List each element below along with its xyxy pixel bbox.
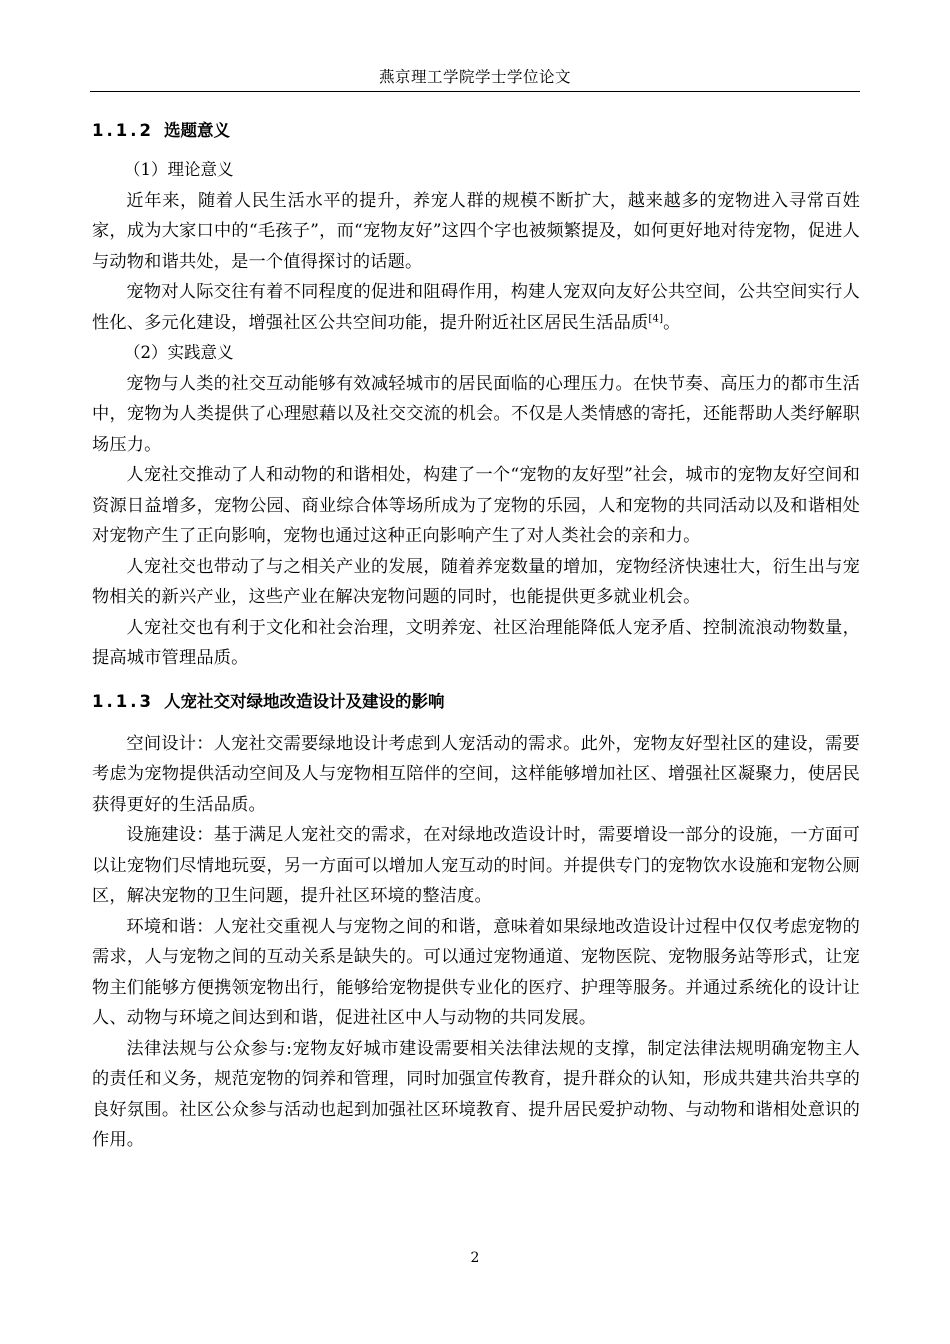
page-body xyxy=(92,118,860,1156)
section-heading-1-1-2 xyxy=(92,118,860,144)
running-header: 燕京理工学院学士学位论文 xyxy=(378,68,571,86)
paragraph: 法律法规与公众参与:宠物友好城市建设需要相关法律法规的支撑，制定法律法规明确宠物主人的责任和义务，规范宠物的饲养和管理，同时加强宣传教育，提升群众的认知，形成共建共治共享的良好氛围。社区公众参与活动也起到加强社区环境教育、提升居民爱护动物、与动物和谐相处意识的作用。 xyxy=(92,1038,860,1150)
page-number: 2 xyxy=(470,1250,480,1266)
paragraph: 近年来，随着人民生活水平的提升，养宠人群的规模不断扩大，越来越多的宠物进入寻常百姓家，成为大家口中的“毛孩子”，而“宠物友好”这四个字也被频繁提及，如何更好地对待宠物，促进人与动物和谐共处，是一个值得探讨的话题。 xyxy=(92,190,860,272)
paragraph-text: 宠物对人际交往有着不同程度的促进和阻碍作用，构建人宠双向友好公共空间，公共空间实行人性化、多元化建设，增强社区公共空间功能，提升附近社区居民生活品质 xyxy=(92,282,860,333)
section-number: 1.1.2 xyxy=(92,121,154,140)
subheading-theory: （1）理论意义 xyxy=(124,160,234,179)
paragraph: 人宠社交也有利于文化和社会治理，文明养宠、社区治理能降低人宠矛盾、控制流浪动物数量，提高城市管理品质。 xyxy=(92,617,860,668)
paragraph: 人宠社交也带动了与之相关产业的发展，随着养宠数量的增加，宠物经济快速壮大，衍生出与宠物相关的新兴产业，这些产业在解决宠物问题的同时，也能提供更多就业机会。 xyxy=(92,556,860,607)
subheading-practice: （2）实践意义 xyxy=(124,343,234,362)
section-title: 人宠社交对绿地改造设计及建设的影响 xyxy=(163,691,445,711)
paragraph: 空间设计：人宠社交需要绿地设计考虑到人宠活动的需求。此外，宠物友好型社区的建设，需要考虑为宠物提供活动空间及人与宠物相互陪伴的空间，这样能够增加社区、增强社区凝聚力，使居民获得更好的生活品质。 xyxy=(92,733,860,815)
paragraph-end: 。 xyxy=(663,312,681,333)
paragraph: 设施建设：基于满足人宠社交的需求，在对绿地改造设计时，需要增设一部分的设施，一方面可以让宠物们尽情地玩耍，另一方面可以增加人宠互动的时间。并提供专门的宠物饮水设施和宠物公厕区，解决宠物的卫生问题，提升社区环境的整洁度。 xyxy=(92,825,860,906)
paragraph: 人宠社交推动了人和动物的和谐相处，构建了一个“宠物的友好型”社会，城市的宠物友好空间和资源日益增多，宠物公园、商业综合体等场所成为了宠物的乐园，人和宠物的共同活动以及和谐相处对宠物产生了正向影响，宠物也通过这种正向影响产生了对人类社会的亲和力。 xyxy=(92,465,860,546)
paragraph-with-citation xyxy=(92,277,860,338)
section-title: 选题意义 xyxy=(163,121,230,140)
paragraph: 环境和谐：人宠社交重视人与宠物之间的和谐，意味着如果绿地改造设计过程中仅仅考虑宠物的需求，人与宠物之间的互动关系是缺失的。可以通过宠物通道、宠物医院、宠物服务站等形式，让宠物主们能够方便携领宠物出行，能够给宠物提供专业化的医疗、护理等服务。并通过系统化的设计让人、动物与环境之间达到和谐，促进社区中人与动物的共同发展。 xyxy=(92,916,860,1028)
section-heading-1-1-3 xyxy=(92,689,860,715)
paragraph: 宠物与人类的社交互动能够有效减轻城市的居民面临的心理压力。在快节奏、高压力的都市生活中，宠物为人类提供了心理慰藉以及社交交流的机会。不仅是人类情感的寄托，还能帮助人类纾解职场压力。 xyxy=(92,373,860,455)
citation-link[interactable]: [4] xyxy=(648,312,664,324)
section-number: 1.1.3 xyxy=(92,691,154,711)
header-rule xyxy=(90,91,860,92)
